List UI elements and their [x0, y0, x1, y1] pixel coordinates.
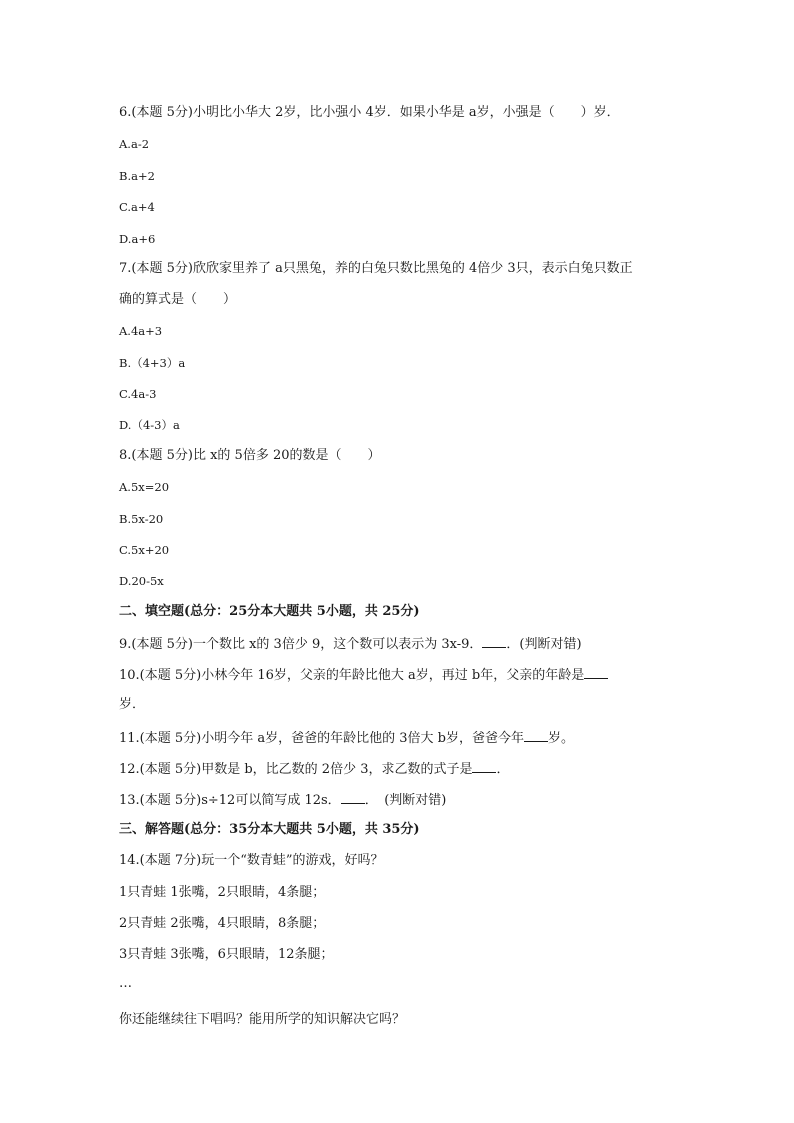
answer-blank: [341, 791, 365, 804]
question-13: [119, 791, 679, 809]
question-10-text: 10.(本题 5分)小林今年 16岁，父亲的年龄比他大 a岁，再过 b年，父亲的年龄是: [119, 668, 585, 683]
question-6-option-d: D.a+6: [119, 232, 156, 246]
question-6-stem: 6.(本题 5分)小明比小华大 2岁，比小强小 4岁．如果小华是 a岁，小强是（ ）岁．: [119, 105, 620, 120]
question-7-option-b: B.（4+3）a: [119, 356, 186, 370]
question-9-tail: ．(判断对错): [506, 637, 582, 652]
answer-blank: [482, 635, 506, 648]
section-2-title: 二、填空题(总分：25分本大题共 5小题，共 25分): [119, 604, 420, 619]
question-8-stem: 8.(本题 5分)比 x的 5倍多 20的数是（ ）: [119, 448, 381, 463]
question-8-option-c: C.5x+20: [119, 543, 170, 557]
question-11-tail: 岁。: [547, 731, 574, 746]
question-7-option-d: D.（4-3）a: [119, 418, 180, 432]
question-10: [119, 666, 679, 684]
question-14-line-1: 1只青蛙 1张嘴，2只眼睛，4条腿；: [119, 885, 326, 900]
question-9-text: 9.(本题 5分)一个数比 x的 3倍少 9，这个数可以表示为 3x-9．: [119, 637, 483, 652]
question-6-option-a: A.a-2: [119, 137, 150, 151]
question-6-option-c: C.a+4: [119, 200, 155, 214]
question-14-ellipsis: …: [119, 976, 132, 991]
question-10-line2: 岁．: [119, 697, 146, 712]
question-8-option-a: A.5x=20: [119, 480, 170, 494]
question-8-option-b: B.5x-20: [119, 512, 164, 526]
section-3-title: 三、解答题(总分：35分本大题共 5小题，共 35分): [119, 822, 420, 837]
question-12: [119, 760, 679, 778]
question-7-option-c: C.4a-3: [119, 387, 157, 401]
answer-blank: [472, 760, 496, 773]
question-7-option-a: A.4a+3: [119, 324, 163, 338]
question-14-stem: 14.(本题 7分)玩一个“数青蛙”的游戏，好吗？: [119, 853, 384, 868]
question-12-tail: ．: [496, 762, 510, 777]
answer-blank: [584, 666, 608, 679]
question-11: [119, 729, 679, 747]
question-14-line-3: 3只青蛙 3张嘴，6只眼睛，12条腿；: [119, 947, 334, 962]
question-14-line-2: 2只青蛙 2张嘴，4只眼睛，8条腿；: [119, 916, 326, 931]
question-13-text: 13.(本题 5分)s÷12可以简写成 12s．: [119, 793, 341, 808]
question-12-text: 12.(本题 5分)甲数是 b，比乙数的 2倍少 3，求乙数的式子是: [119, 762, 473, 777]
question-7-stem-line1: 7.(本题 5分)欣欣家里养了 a只黑兔，养的白兔只数比黑兔的 4倍少 3只，表示白兔只数正: [119, 261, 633, 276]
answer-blank: [524, 729, 548, 742]
question-6-option-b: B.a+2: [119, 169, 155, 183]
question-7-stem-line2: 确的算式是（ ）: [119, 292, 237, 307]
question-11-text: 11.(本题 5分)小明今年 a岁，爸爸的年龄比他的 3倍大 b岁，爸爸今年: [119, 731, 524, 746]
question-14-prompt: 你还能继续往下唱吗？能用所学的知识解决它吗？: [119, 1012, 406, 1027]
question-9: [119, 635, 679, 653]
question-8-option-d: D.20-5x: [119, 574, 164, 588]
question-13-tail: ． (判断对错): [364, 793, 447, 808]
